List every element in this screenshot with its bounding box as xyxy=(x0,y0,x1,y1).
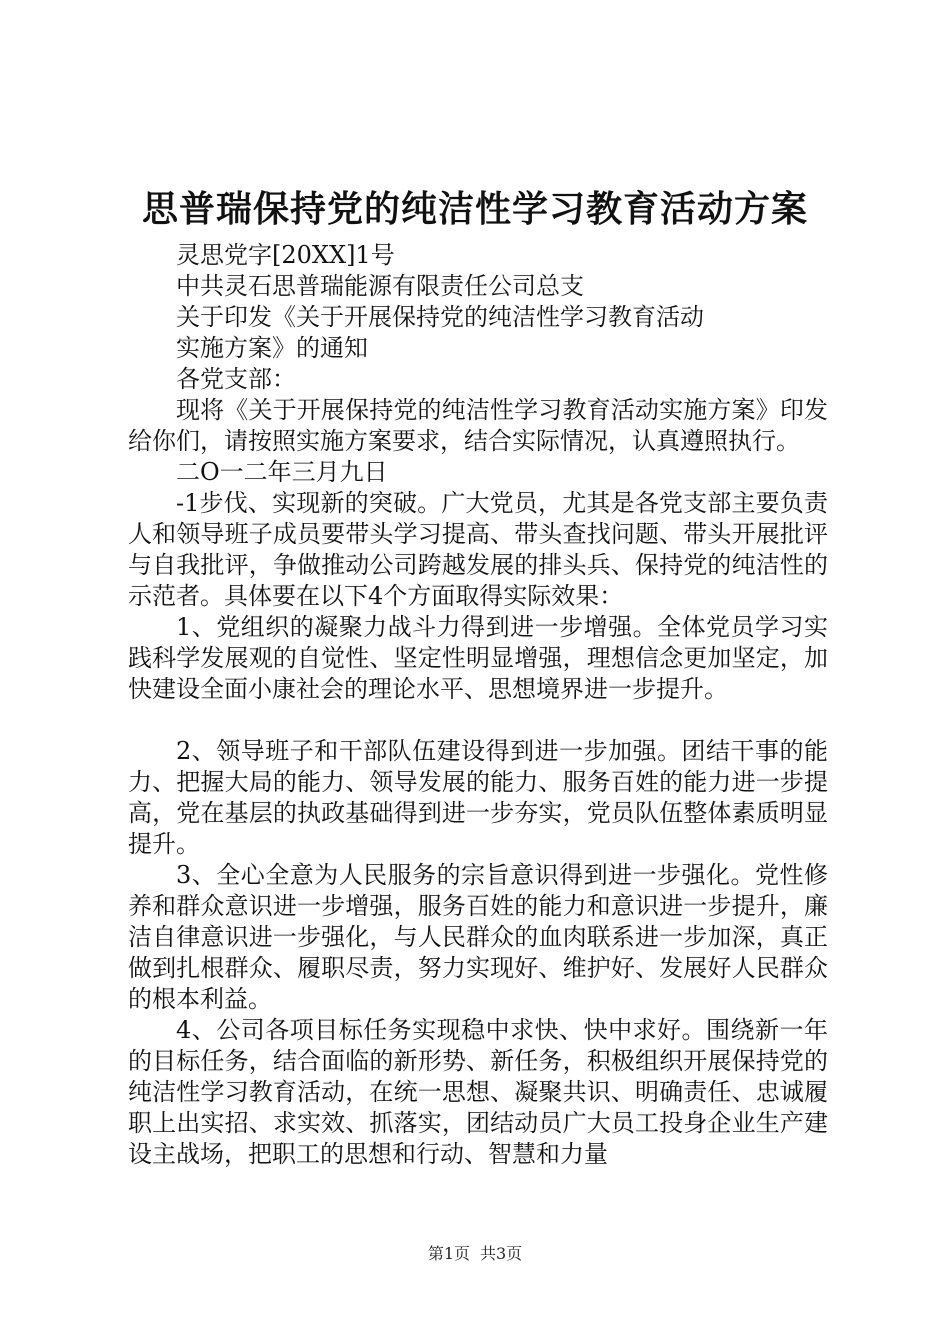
page-total: 共3页 xyxy=(480,1244,523,1263)
notice-title-line-2: 实施方案》的通知 xyxy=(176,334,368,362)
notice-title-line-1: 关于印发《关于开展保持党的纯洁性学习教育活动 xyxy=(176,303,704,331)
goal-item-2: 2、领导班子和干部队伍建设得到进一步加强。团结干事的能力、把握大局的能力、领导发展的能力、服务百姓的能力进一步提高，党在基层的执政基础得到进一步夯实，党员队伍整体素质明显提升。 xyxy=(128,737,828,858)
notice-paragraph: 现将《关于开展保持党的纯洁性学习教育活动实施方案》印发给你们，请按照实施方案要求，结合实际情况，认真遵照执行。 xyxy=(128,396,828,455)
goal-item-1: 1、党组织的凝聚力战斗力得到进一步增强。全体党员学习实践科学发展观的自觉性、坚定性明显增强，理想信念更加坚定，加快建设全面小康社会的理论水平、思想境界进一步提升。 xyxy=(128,613,828,703)
salutation: 各党支部： xyxy=(176,365,296,393)
notice-date: 二O一二年三月九日 xyxy=(176,458,388,486)
goals-paragraph: -1步伐、实现新的突破。广大党员，尤其是各党支部主要负责人和领导班子成员要带头学习提高、带头查找问题、带头开展批评与自我批评，争做推动公司跨越发展的排头兵、保持党的纯洁性的示范者。具体要在以下4个方面取得实际效果： xyxy=(128,489,828,610)
document-title: 思普瑞保持党的纯洁性学习教育活动方案 xyxy=(141,188,808,230)
page-footer xyxy=(0,1244,950,1264)
issuing-organization: 中共灵石思普瑞能源有限责任公司总支 xyxy=(176,272,584,300)
paragraph-spacer xyxy=(128,705,828,736)
document-body xyxy=(128,240,828,1170)
document-number: 灵思党字[20XX]1号 xyxy=(176,241,395,269)
page-number: 第1页 xyxy=(427,1244,470,1263)
goal-item-3: 3、全心全意为人民服务的宗旨意识得到进一步强化。党性修养和群众意识进一步增强，服务百姓的能力和意识进一步提升，廉洁自律意识进一步强化，与人民群众的血肉联系进一步加深，真正做到扎根群众、履职尽责，努力实现好、维护好、发展好人民群众的根本利益。 xyxy=(128,861,828,1013)
goal-item-4: 4、公司各项目标任务实现稳中求快、快中求好。围绕新一年的目标任务，结合面临的新形势、新任务，积极组织开展保持党的纯洁性学习教育活动，在统一思想、凝聚共识、明确责任、忠诚履职上出实招、求实效、抓落实，团结动员广大员工投身企业生产建设主战场，把职工的思想和行动、智慧和力量 xyxy=(128,1016,828,1168)
